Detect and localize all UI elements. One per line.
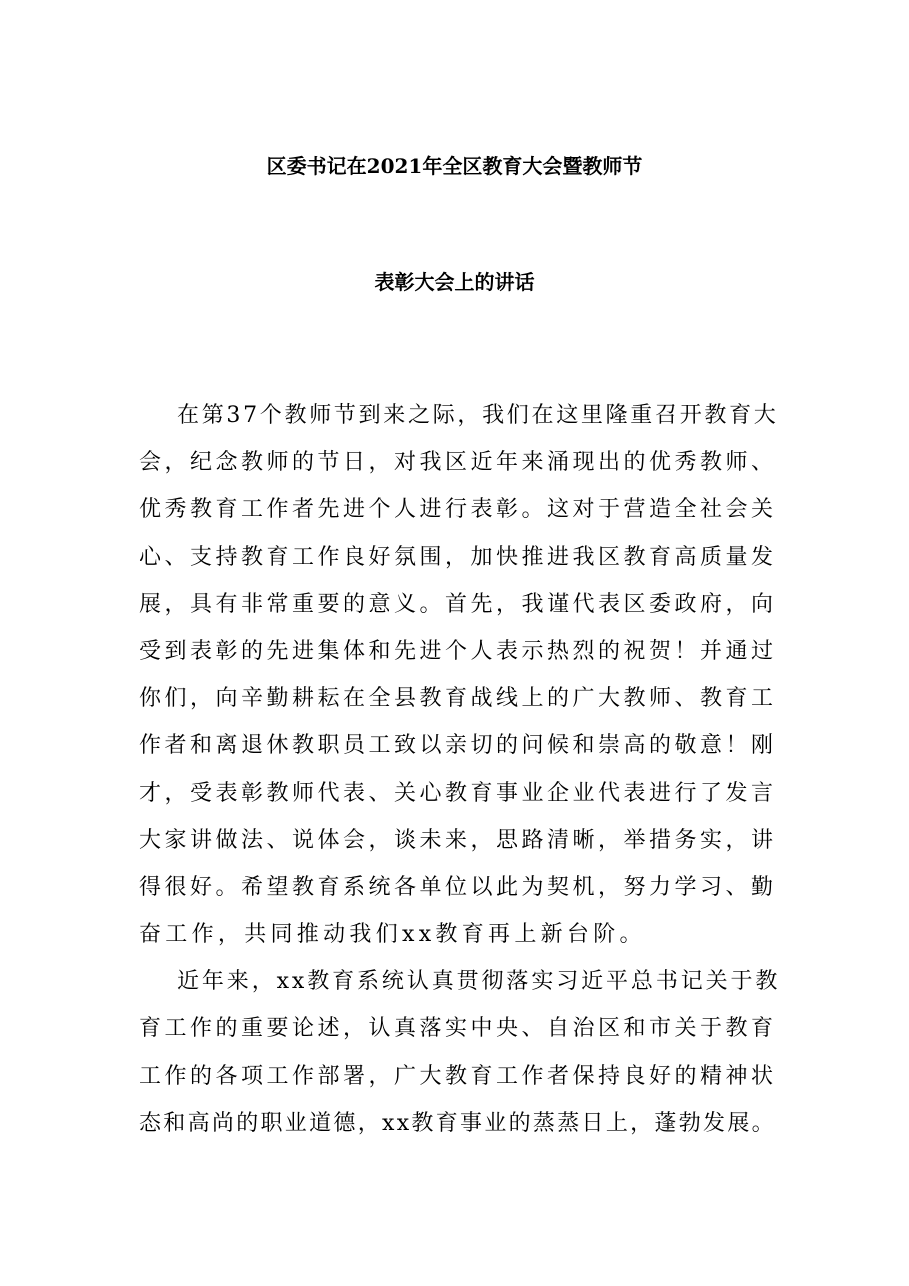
paragraph-1-line: 大家讲做法、说体会，谈未来，思路清晰，举措务实，讲	[139, 827, 777, 853]
paragraph-2-line: 近年来，xx教育系统认真贯彻落实习近平总书记关于教	[177, 969, 781, 995]
paragraph-1-line: 会，纪念教师的节日，对我区近年来涌现出的优秀教师、	[139, 450, 777, 476]
paragraph-1-line: 得很好。希望教育系统各单位以此为契机，努力学习、勤	[139, 874, 777, 900]
paragraph-2-line: 态和高尚的职业道德，xx教育事业的蒸蒸日上，蓬勃发展。	[139, 1110, 776, 1136]
paragraph-1-line: 在第37个教师节到来之际，我们在这里隆重召开教育大	[177, 403, 779, 428]
document-title-line-1: 区委书记在2021年全区教育大会暨教师节	[266, 154, 643, 178]
paragraph-1-line: 展，具有非常重要的意义。首先，我谨代表区委政府，向	[139, 591, 777, 617]
paragraph-1-line: 优秀教育工作者先进个人进行表彰。这对于营造全社会关	[139, 497, 777, 523]
paragraph-2-line: 工作的各项工作部署，广大教育工作者保持良好的精神状	[139, 1063, 777, 1089]
document-title-line-2: 表彰大会上的讲话	[374, 270, 535, 294]
paragraph-1-line: 才，受表彰教师代表、关心教育事业企业代表进行了发言	[139, 780, 777, 806]
paragraph-1-line: 你们，向辛勤耕耘在全县教育战线上的广大教师、教育工	[139, 686, 777, 712]
paragraph-1-line: 心、支持教育工作良好氛围，加快推进我区教育高质量发	[139, 544, 777, 570]
document-body	[139, 392, 779, 1147]
paragraph-1-line: 奋工作，共同推动我们xx教育再上新台阶。	[139, 922, 646, 948]
paragraph-2-line: 育工作的重要论述，认真落实中央、自治区和市关于教育	[139, 1016, 777, 1042]
paragraph-1-line: 作者和离退休教职员工致以亲切的问候和崇高的敬意！刚	[139, 733, 777, 759]
paragraph-1-line: 受到表彰的先进集体和先进个人表示热烈的祝贺！并通过	[139, 638, 777, 664]
